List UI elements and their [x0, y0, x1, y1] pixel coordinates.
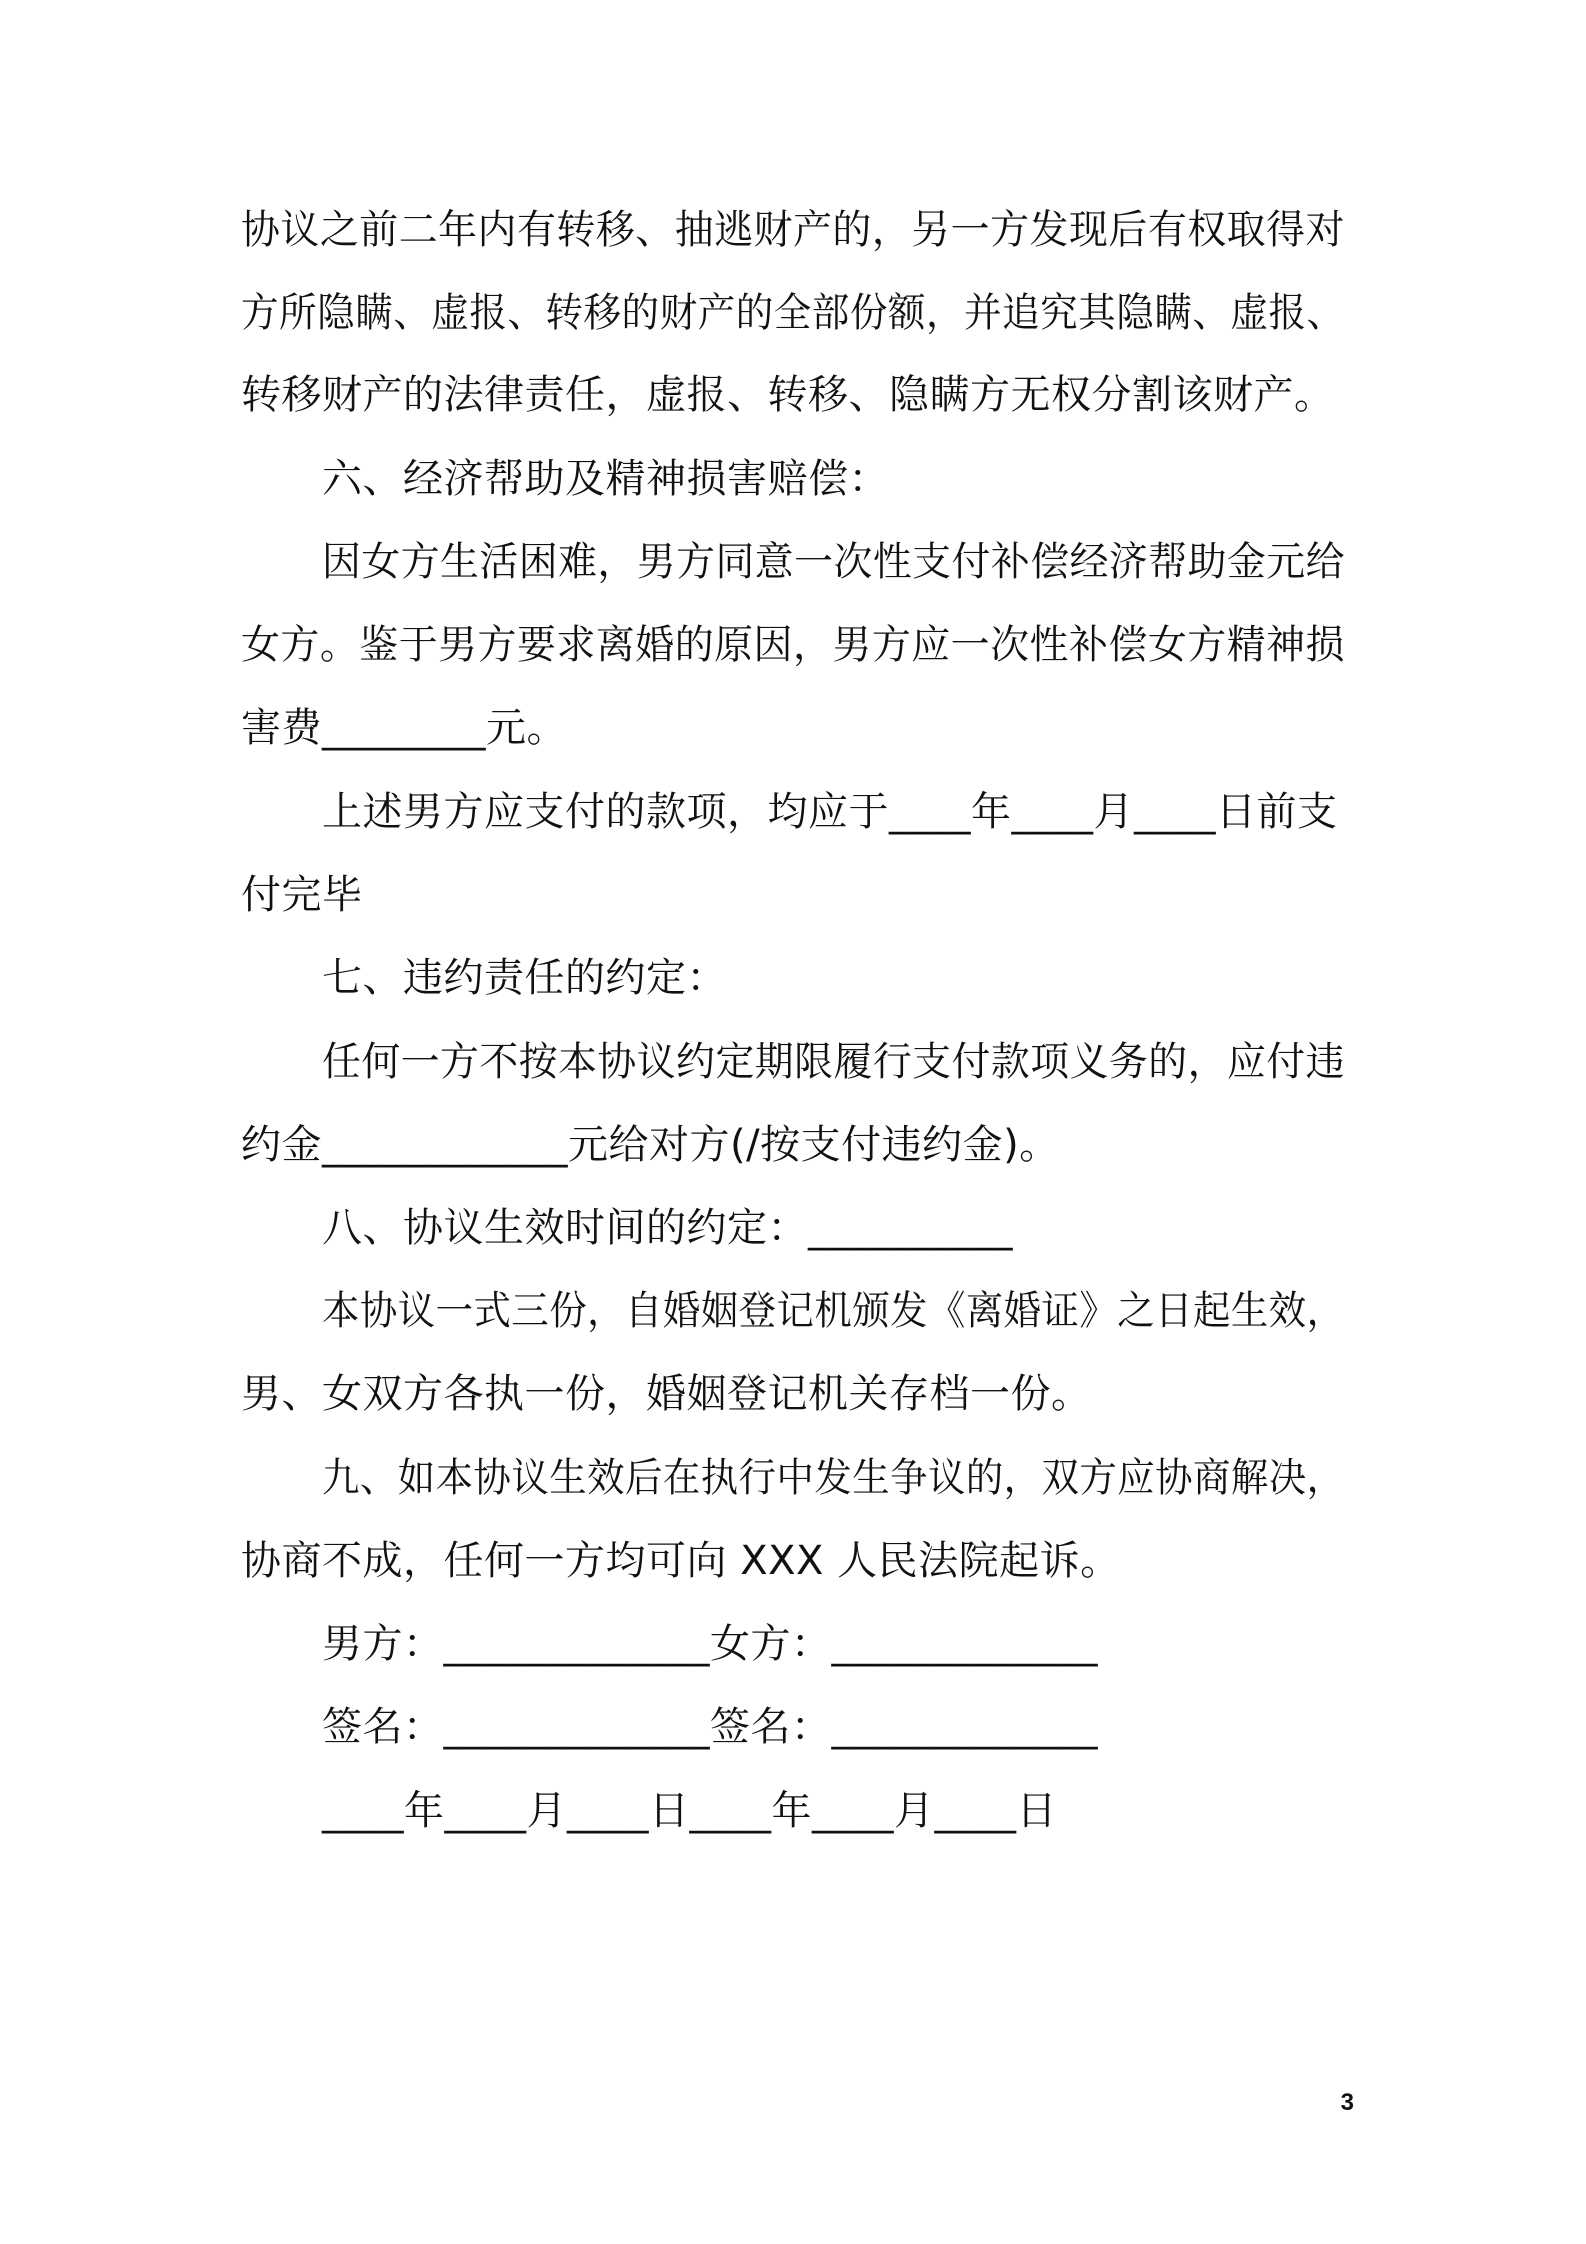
text-line: 任何一方不按本协议约定期限履行支付款项义务的，应付违: [322, 1039, 1345, 1085]
section-heading-8: 八、协议生效时间的约定：__________: [322, 1205, 1013, 1251]
text-line: 协议之前二年内有转移、抽逃财产的，另一方发现后有权取得对: [241, 207, 1345, 253]
signature-name-line: 签名：_____________签名：_____________: [322, 1704, 1098, 1750]
section-heading-9: 九、如本协议生效后在执行中发生争议的，双方应协商解决，: [322, 1455, 1345, 1501]
text-line: 女方。鉴于男方要求离婚的原因，男方应一次性补偿女方精神损: [241, 622, 1345, 668]
text-line: 上述男方应支付的款项，均应于____年____月____日前支: [322, 789, 1338, 835]
text-line: 协商不成，任何一方均可向 XXX 人民法院起诉。: [241, 1538, 1121, 1584]
section-heading-6: 六、经济帮助及精神损害赔偿：: [322, 456, 889, 502]
text-line: 男、女双方各执一份，婚姻登记机关存档一份。: [241, 1371, 1092, 1417]
page-number: 3: [1340, 2089, 1354, 2116]
text-line: 害费________元。: [241, 705, 567, 751]
text-line: 付完毕: [241, 872, 363, 918]
text-line: 方所隐瞒、虚报、转移的财产的全部份额，并追究其隐瞒、虚报、: [241, 290, 1345, 336]
text-line: 因女方生活困难，男方同意一次性支付补偿经济帮助金元给: [322, 539, 1345, 585]
text-line: 约金____________元给对方(/按支付违约金)。: [241, 1122, 1060, 1168]
signature-date-line: ____年____月____日____年____月____日: [322, 1788, 1057, 1834]
section-heading-7: 七、违约责任的约定：: [322, 955, 727, 1001]
text-line: 本协议一式三份，自婚姻登记机颁发《离婚证》之日起生效，: [322, 1288, 1345, 1334]
text-line: 转移财产的法律责任，虚报、转移、隐瞒方无权分割该财产。: [241, 372, 1335, 418]
signature-party-line: 男方：_____________女方：_____________: [322, 1621, 1098, 1667]
